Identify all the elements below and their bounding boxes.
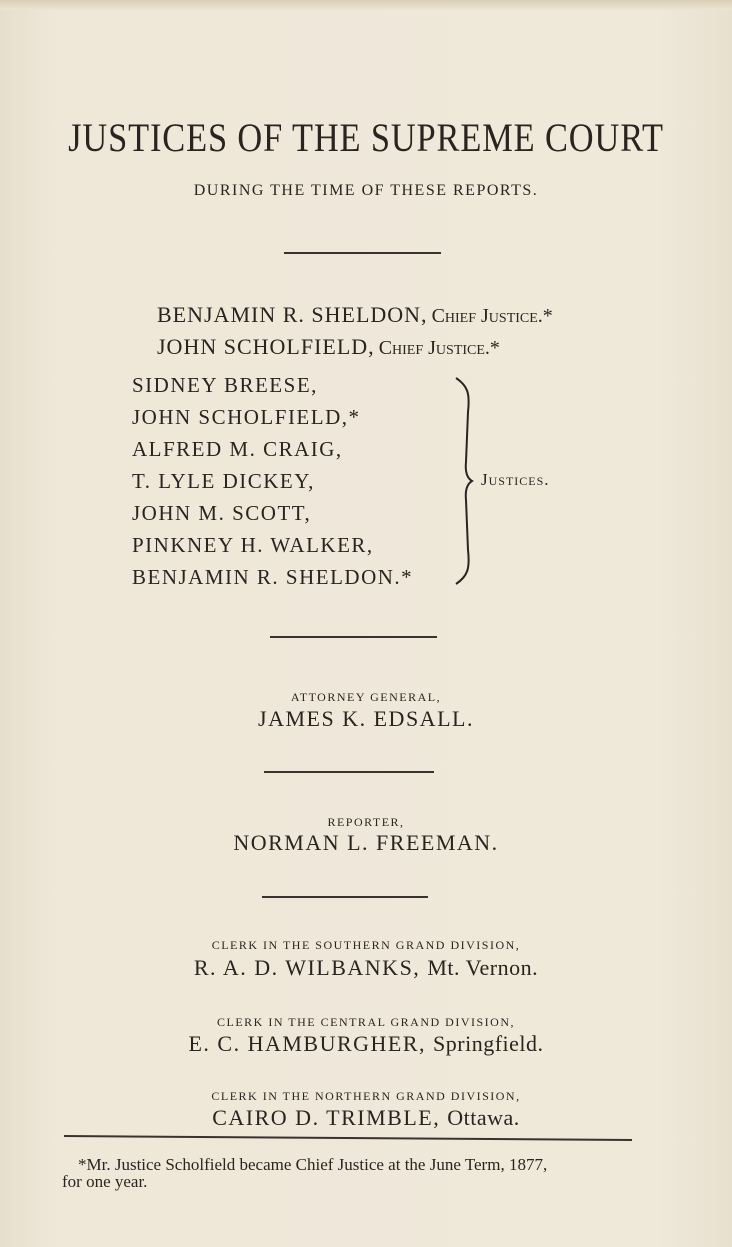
clerk-place: Ottawa. (447, 1105, 520, 1130)
chief-justice-line-2 (157, 334, 500, 360)
attorney-general-title: ATTORNEY GENERAL, (290, 690, 442, 704)
clerk-entry (0, 955, 732, 981)
justice-name: SIDNEY BREESE, (132, 373, 318, 397)
divider-1 (284, 252, 441, 254)
reporter-title: REPORTER, (327, 815, 405, 829)
footnote-line-1: *Mr. Justice Scholfield became Chief Justice at the June Term, 1877, (78, 1155, 548, 1174)
divider-4 (262, 896, 428, 898)
clerk-entry (0, 1105, 732, 1131)
clerk-title: CLERK IN THE SOUTHERN GRAND DIVISION, (211, 938, 521, 952)
clerk-place: Springfield. (433, 1031, 544, 1056)
justice-name: JOHN M. SCOTT, (132, 501, 312, 525)
clerk-entry (0, 1031, 732, 1057)
reporter-name: NORMAN L. FREEMAN. (233, 830, 499, 855)
chief-justice-role: Chief Justice.* (431, 305, 553, 327)
justice-name: T. LYLE DICKEY, (132, 469, 315, 493)
clerk-name: CAIRO D. TRIMBLE, (212, 1105, 441, 1130)
attorney-general-name: JAMES K. EDSALL. (258, 706, 474, 731)
footnote-rule (64, 1135, 632, 1141)
footnote-line-2: for one year. (62, 1172, 148, 1191)
chief-justice-name: BENJAMIN R. SHELDON, (157, 302, 428, 327)
justice-name: JOHN SCHOLFIELD,* (132, 405, 361, 429)
justice-name: ALFRED M. CRAIG, (132, 437, 343, 461)
page-edge (0, 0, 732, 10)
justice-name: PINKNEY H. WALKER, (132, 533, 374, 557)
clerk-title: CLERK IN THE NORTHERN GRAND DIVISION, (211, 1089, 521, 1103)
divider-2 (270, 636, 437, 638)
chief-justice-name: JOHN SCHOLFIELD, (157, 334, 375, 359)
clerk-name: R. A. D. WILBANKS, (193, 955, 421, 980)
clerk-place: Mt. Vernon. (427, 955, 539, 980)
justice-name: BENJAMIN R. SHELDON.* (132, 565, 414, 589)
chief-justice-line-1 (157, 302, 553, 328)
clerk-name: E. C. HAMBURGHER, (188, 1031, 427, 1056)
curly-brace-icon (448, 372, 478, 590)
clerk-title: CLERK IN THE CENTRAL GRAND DIVISION, (217, 1015, 515, 1029)
page-subtitle: DURING THE TIME OF THESE REPORTS. (193, 182, 539, 199)
page-title: JUSTICES OF THE SUPREME COURT (68, 115, 664, 160)
chief-justice-role: Chief Justice.* (378, 337, 500, 359)
divider-3 (264, 771, 434, 773)
justices-label: Justices. (481, 470, 550, 489)
